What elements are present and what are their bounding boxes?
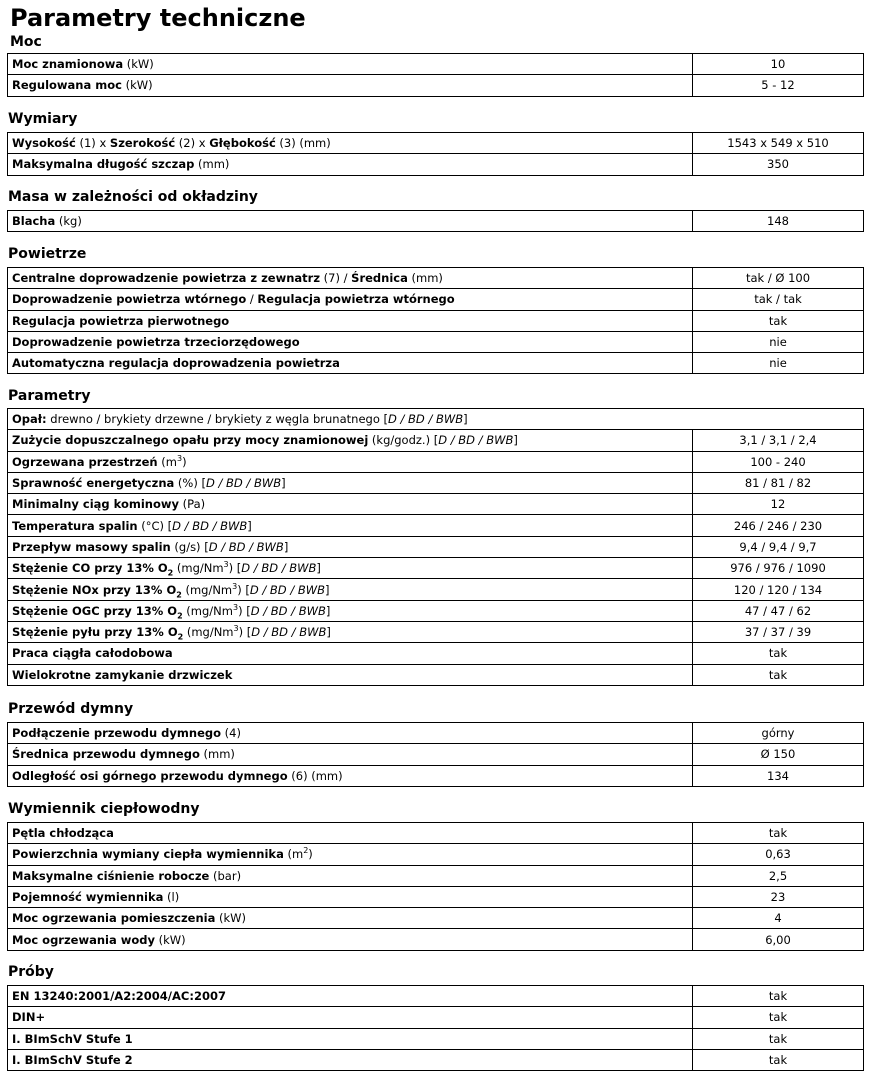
label-segment: ] [247, 518, 252, 533]
label-segment: ] [283, 539, 289, 554]
spec-label [8, 353, 693, 374]
table-row [8, 472, 864, 493]
spec-label [8, 664, 693, 685]
table-row [8, 886, 864, 907]
label-segment: Głębokość [209, 136, 276, 151]
label-segment: D / BD / BWB [249, 582, 325, 597]
spec-label [8, 536, 693, 557]
spec-label [8, 621, 693, 642]
spec-label [8, 515, 693, 536]
label-segment: (mg/Nm [183, 625, 234, 640]
spec-label [8, 886, 693, 907]
label-segment: ] [316, 561, 321, 576]
spec-table [7, 985, 864, 1071]
label-segment: (7) / [320, 271, 352, 286]
label-segment: Stężenie pyłu przy 13% O [12, 625, 178, 640]
label-segment: (mg/Nm [182, 603, 233, 618]
label-segment: D / BD / BWB [251, 625, 327, 640]
label-segment: Pętla chłodząca [12, 826, 114, 841]
spec-value: nie [693, 353, 864, 374]
table-row [8, 844, 864, 865]
table-row [8, 621, 864, 642]
table-row [8, 536, 864, 557]
spec-label [8, 472, 693, 493]
spec-value: 2,5 [693, 865, 864, 886]
label-segment: Moc ogrzewania pomieszczenia [12, 911, 216, 926]
label-segment: ] [463, 412, 468, 427]
table-row [8, 865, 864, 886]
spec-value: 246 / 246 / 230 [693, 515, 864, 536]
spec-label [8, 558, 693, 579]
label-segment: Średnica przewodu dymnego [12, 747, 200, 762]
label-segment: (kg) [55, 214, 82, 229]
table-row [8, 409, 864, 430]
table-row [8, 600, 864, 621]
section-heading: Wymiennik ciepłowodny [8, 801, 200, 817]
label-segment: (mm) [194, 157, 230, 172]
label-segment: (g/s) [ [170, 539, 209, 554]
table-row [8, 310, 864, 331]
label-segment: D / BD / BWB [388, 412, 464, 427]
label-segment: Regulacja powietrza wtórnego [257, 292, 455, 307]
spec-label [8, 844, 693, 865]
label-segment: 3 [232, 581, 238, 591]
spec-label [8, 929, 693, 950]
spec-value: 350 [693, 154, 864, 175]
label-segment: (°C) [ [137, 518, 173, 533]
spec-value: tak / Ø 100 [693, 268, 864, 289]
spec-label [8, 744, 693, 765]
label-segment: Podłączenie przewodu dymnego [12, 726, 222, 741]
table-row [8, 723, 864, 744]
label-segment: Sprawność energetyczna [12, 476, 175, 491]
label-segment: 3 [223, 560, 229, 570]
spec-table [7, 132, 864, 176]
spec-value: 134 [693, 765, 864, 786]
label-segment: Ogrzewana przestrzeń [12, 454, 158, 469]
spec-value: Ø 150 [693, 744, 864, 765]
label-segment: EN 13240:2001/A2:2004/AC:2007 [12, 989, 226, 1004]
table-row [8, 211, 864, 232]
label-segment: (Pa) [179, 497, 206, 512]
label-segment: (mm) [199, 747, 235, 762]
spec-label [8, 211, 693, 232]
table-row [8, 643, 864, 664]
label-segment: ] [513, 433, 518, 448]
spec-label [8, 331, 693, 352]
spec-value: tak [693, 823, 864, 844]
table-row [8, 430, 864, 451]
table-row [8, 289, 864, 310]
spec-label [8, 268, 693, 289]
label-segment: I. BImSchV Stufe 2 [12, 1053, 133, 1068]
label-segment: D / BD / BWB [438, 433, 514, 448]
spec-value: 10 [693, 54, 864, 75]
table-row [8, 986, 864, 1007]
spec-label [8, 865, 693, 886]
label-segment: (mg/Nm [173, 561, 224, 576]
label-segment: Zużycie dopuszczalnego opału przy mocy znamionowej [12, 433, 369, 448]
label-segment: Stężenie CO przy 13% O [12, 561, 168, 576]
label-segment: D / BD / BWB [250, 603, 326, 618]
spec-value: 148 [693, 211, 864, 232]
spec-value: 12 [693, 494, 864, 515]
table-row [8, 133, 864, 154]
label-segment: D / BD / BWB [205, 476, 282, 491]
label-segment: Praca ciągła całodobowa [12, 646, 173, 661]
label-segment: Odległość osi górnego przewodu dymnego [12, 768, 288, 783]
label-segment: (kW) [121, 78, 153, 93]
label-segment: DIN+ [12, 1010, 46, 1025]
table-row [8, 664, 864, 685]
spec-value: 23 [693, 886, 864, 907]
label-segment: ) [ [237, 582, 250, 597]
spec-label [8, 409, 864, 430]
spec-value: tak [693, 664, 864, 685]
label-segment: (m [283, 847, 304, 862]
spec-value: 9,4 / 9,4 / 9,7 [693, 536, 864, 557]
spec-value: 81 / 81 / 82 [693, 472, 864, 493]
table-row [8, 1049, 864, 1070]
label-segment: Regulowana moc [12, 78, 122, 93]
label-segment: (kg/godz.) [ [368, 433, 439, 448]
spec-label [8, 54, 693, 75]
spec-label [8, 1028, 693, 1049]
spec-value: tak [693, 643, 864, 664]
label-segment: Moc znamionowa [12, 57, 124, 72]
spec-table [7, 210, 864, 232]
table-row [8, 54, 864, 75]
label-segment: Średnica [351, 271, 408, 286]
label-segment: / [246, 292, 258, 307]
label-segment: Pojemność wymiennika [12, 890, 164, 905]
spec-label [8, 451, 693, 472]
label-segment: Minimalny ciąg kominowy [12, 497, 180, 512]
spec-label [8, 75, 693, 96]
spec-value: tak [693, 1028, 864, 1049]
spec-value: 5 - 12 [693, 75, 864, 96]
label-segment: D / BD / BWB [241, 561, 317, 576]
label-segment: Przepływ masowy spalin [12, 539, 171, 554]
label-segment: (l) [163, 890, 180, 905]
spec-table [7, 822, 864, 951]
table-row [8, 744, 864, 765]
section-heading: Parametry [8, 388, 91, 404]
page-title: Parametry techniczne [10, 4, 306, 32]
label-segment: 2 [303, 846, 309, 856]
spec-value: 37 / 37 / 39 [693, 621, 864, 642]
label-segment: ] [325, 603, 331, 618]
label-segment: (3) (mm) [275, 136, 331, 151]
table-row [8, 75, 864, 96]
label-segment: Moc ogrzewania wody [12, 932, 155, 947]
label-segment: ) [ [238, 625, 252, 640]
label-segment: Doprowadzenie powietrza wtórnego [12, 292, 247, 307]
label-segment: Maksymalne ciśnienie robocze [12, 868, 210, 883]
spec-label [8, 723, 693, 744]
label-segment: (kW) [123, 57, 154, 72]
spec-label [8, 1007, 693, 1028]
section-heading: Wymiary [8, 111, 78, 127]
section-heading: Moc [10, 34, 42, 50]
section-heading: Próby [8, 964, 54, 980]
table-row [8, 579, 864, 600]
spec-value: 100 - 240 [693, 451, 864, 472]
spec-label [8, 133, 693, 154]
label-segment: 3 [176, 453, 183, 463]
spec-label [8, 430, 693, 451]
spec-table [7, 408, 864, 686]
label-segment: 2 [177, 611, 183, 621]
label-segment: (1) x [75, 136, 110, 151]
spec-label [8, 310, 693, 331]
table-row [8, 494, 864, 515]
spec-value: nie [693, 331, 864, 352]
spec-label [8, 494, 693, 515]
table-row [8, 331, 864, 352]
spec-label [8, 986, 693, 1007]
label-segment: (kW) [215, 911, 247, 926]
spec-value: 976 / 976 / 1090 [693, 558, 864, 579]
label-segment: I. BImSchV Stufe 1 [12, 1031, 133, 1046]
table-row [8, 451, 864, 472]
label-segment: Doprowadzenie powietrza trzeciorzędowego [12, 335, 300, 350]
label-segment: Powierzchnia wymiany ciepła wymiennika [12, 847, 284, 862]
label-segment: ] [325, 582, 330, 597]
spec-label [8, 289, 693, 310]
label-segment: Stężenie NOx przy 13% O [12, 582, 177, 597]
label-segment: (%) [ [174, 476, 206, 491]
spec-value: tak [693, 1049, 864, 1070]
table-row [8, 154, 864, 175]
label-segment: (kW) [155, 932, 186, 947]
spec-label [8, 154, 693, 175]
label-segment: Blacha [12, 214, 56, 229]
spec-label [8, 1049, 693, 1070]
label-segment: Opał: [12, 412, 47, 427]
label-segment: (2) x [175, 136, 210, 151]
spec-value: 0,63 [693, 844, 864, 865]
label-segment: Stężenie OGC przy 13% O [12, 603, 178, 618]
label-segment: Maksymalna długość szczap [12, 157, 195, 172]
label-segment: drewno / brykiety drzewne / brykiety z węgla brunatnego [ [46, 412, 388, 427]
spec-label [8, 643, 693, 664]
label-segment: (bar) [209, 868, 242, 883]
table-row [8, 558, 864, 579]
label-segment: (mm) [407, 271, 443, 286]
table-row [8, 268, 864, 289]
label-segment: ] [326, 625, 331, 640]
table-row [8, 823, 864, 844]
label-segment: Centralne doprowadzenie powietrza z zewnatrz [12, 271, 321, 286]
label-segment: ) [ [228, 561, 242, 576]
table-row [8, 1028, 864, 1049]
label-segment: (mg/Nm [181, 582, 233, 597]
label-segment: 3 [232, 602, 239, 612]
label-segment: 2 [167, 568, 174, 578]
spec-value: 1543 x 549 x 510 [693, 133, 864, 154]
spec-value: tak [693, 1007, 864, 1028]
spec-table [7, 53, 864, 97]
label-segment: ] [281, 476, 286, 491]
spec-value: 6,00 [693, 929, 864, 950]
label-segment: (m [157, 454, 177, 469]
spec-label [8, 579, 693, 600]
section-heading: Masa w zależności od okładziny [8, 189, 258, 205]
spec-value: 47 / 47 / 62 [693, 600, 864, 621]
table-row [8, 353, 864, 374]
spec-table [7, 267, 864, 374]
label-segment: (4) [221, 726, 241, 741]
label-segment: Temperatura spalin [12, 518, 138, 533]
label-segment: ) [308, 847, 313, 862]
table-row [8, 1007, 864, 1028]
label-segment: D / BD / BWB [208, 539, 284, 554]
label-segment: Automatyczna regulacja doprowadzenia powietrza [12, 356, 340, 371]
spec-table [7, 722, 864, 787]
section-heading: Powietrze [8, 246, 87, 262]
label-segment: 3 [233, 624, 239, 634]
label-segment: ) [182, 454, 187, 469]
spec-value: 3,1 / 3,1 / 2,4 [693, 430, 864, 451]
table-row [8, 765, 864, 786]
label-segment: 2 [177, 632, 184, 642]
label-segment: ) [ [238, 603, 251, 618]
spec-value: 120 / 120 / 134 [693, 579, 864, 600]
label-segment: D / BD / BWB [172, 518, 248, 533]
spec-value: tak [693, 986, 864, 1007]
spec-label [8, 600, 693, 621]
label-segment: Regulacja powietrza pierwotnego [12, 313, 230, 328]
spec-value: 4 [693, 908, 864, 929]
label-segment: Szerokość [109, 136, 176, 151]
table-row [8, 908, 864, 929]
label-segment: Wysokość [12, 136, 76, 151]
spec-label [8, 823, 693, 844]
table-row [8, 515, 864, 536]
spec-label [8, 908, 693, 929]
spec-value: tak [693, 310, 864, 331]
label-segment: Wielokrotne zamykanie drzwiczek [12, 667, 233, 682]
spec-label [8, 765, 693, 786]
label-segment: (6) (mm) [287, 768, 343, 783]
table-row [8, 929, 864, 950]
section-heading: Przewód dymny [8, 701, 134, 717]
label-segment: 2 [176, 589, 182, 599]
spec-value: tak / tak [693, 289, 864, 310]
spec-value: górny [693, 723, 864, 744]
